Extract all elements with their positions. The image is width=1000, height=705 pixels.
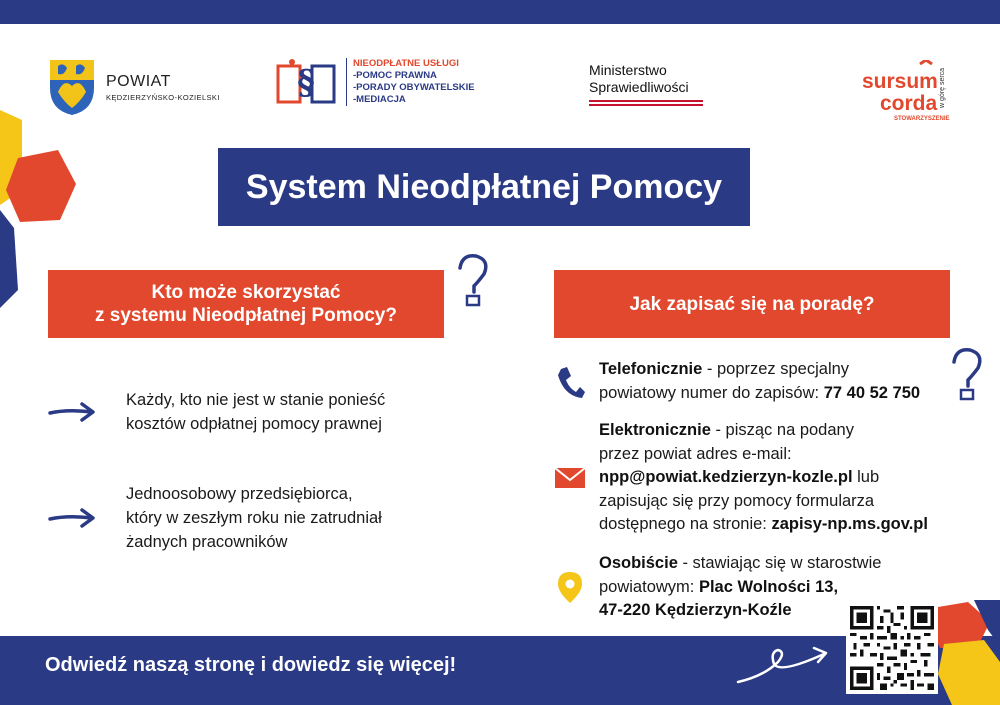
email-text: dostępnego na stronie: [599, 515, 772, 533]
top-bar [0, 0, 1000, 24]
ministry-logo [589, 62, 703, 106]
email-text: zapisując się przy pomocy formularza [599, 491, 875, 510]
location-pin-icon [555, 570, 585, 604]
sursum-word: sursum [862, 70, 938, 93]
curly-arrow-icon [734, 640, 834, 690]
office-street: Plac Wolności 13, [698, 577, 839, 596]
npp-line: NIEODPŁATNE USŁUGI [353, 58, 459, 69]
powiat-logo [48, 58, 220, 116]
question-mark-icon [946, 346, 990, 404]
npp-logo [276, 56, 475, 108]
sursum-side-text: w górę serca [939, 67, 946, 108]
npp-line: -POMOC PRAWNA [353, 70, 437, 81]
corda-word: corda [880, 92, 938, 115]
footer-call-to-action: Odwiedź naszą stronę i dowiedz się więcej! [45, 654, 457, 676]
bullet-line: żadnych pracowników [126, 533, 288, 551]
arrow-right-icon [48, 400, 96, 424]
arrow-right-icon [48, 506, 96, 530]
envelope-icon [555, 466, 585, 490]
ministry-line2: Sprawiedliwości [589, 79, 689, 95]
phone-number: 77 40 52 750 [823, 383, 921, 402]
list-item [48, 388, 385, 436]
right-hexagon-decoration [930, 600, 1000, 705]
email-text: przez powiat adres e-mail: [599, 444, 792, 463]
phone-icon [555, 365, 585, 399]
bullet-line: Każdy, kto nie jest w stanie ponieść [126, 391, 386, 409]
sursum-corda-logo [860, 60, 950, 130]
qr-code[interactable] [846, 602, 938, 694]
svg-text:§: § [297, 63, 315, 103]
qr-code-icon [850, 606, 934, 690]
powiat-subtitle: KĘDZIERZYŃSKO-KOZIELSKI [106, 92, 220, 102]
coat-of-arms-icon [48, 58, 96, 116]
bullet-line: który w zeszłym roku nie zatrudniał [126, 509, 382, 527]
right-section-heading: Jak zapisać się na poradę? [554, 270, 950, 338]
question-mark-icon [452, 252, 496, 308]
left-section-heading [48, 270, 444, 338]
signup-email [555, 419, 928, 537]
person-text: powiatowym: [599, 577, 699, 596]
phone-label: Telefonicznie [599, 360, 703, 378]
signup-phone [555, 358, 920, 405]
powiat-name: POWIAT [106, 72, 171, 90]
bullet-line: Jednoosobowy przedsiębiorca, [126, 485, 353, 503]
bullet-line: kosztów odpłatnej pomocy prawnej [126, 415, 382, 433]
email-text: lub [852, 468, 880, 486]
email-address: npp@powiat.kedzierzyn-kozle.pl [599, 468, 853, 486]
email-text: - pisząc na podany [710, 421, 854, 439]
npp-line: -MEDIACJA [353, 94, 406, 105]
phone-text: powiatowy numer do zapisów: [599, 383, 824, 402]
page-title: System Nieodpłatnej Pomocy [218, 148, 750, 226]
signup-website: zapisy-np.ms.gov.pl [771, 515, 928, 533]
ministry-line1: Ministerstwo [589, 62, 667, 78]
phone-text: - poprzez specjalny [702, 360, 850, 378]
ministry-flag [589, 100, 703, 106]
signup-in-person [555, 552, 881, 623]
person-text: - stawiając się w starostwie [677, 554, 882, 572]
heading-line: Kto może skorzystać [151, 282, 341, 303]
list-item [48, 482, 382, 554]
heading-line: z systemu Nieodpłatnej Pomocy? [95, 305, 397, 326]
office-city: 47-220 Kędzierzyn-Koźle [599, 601, 792, 619]
paragraph-book-icon [276, 56, 336, 108]
person-label: Osobiście [599, 554, 678, 572]
email-label: Elektronicznie [599, 421, 711, 439]
npp-line: -PORADY OBYWATELSKIE [353, 82, 475, 93]
sursum-org: STOWARZYSZENIE [894, 116, 950, 122]
